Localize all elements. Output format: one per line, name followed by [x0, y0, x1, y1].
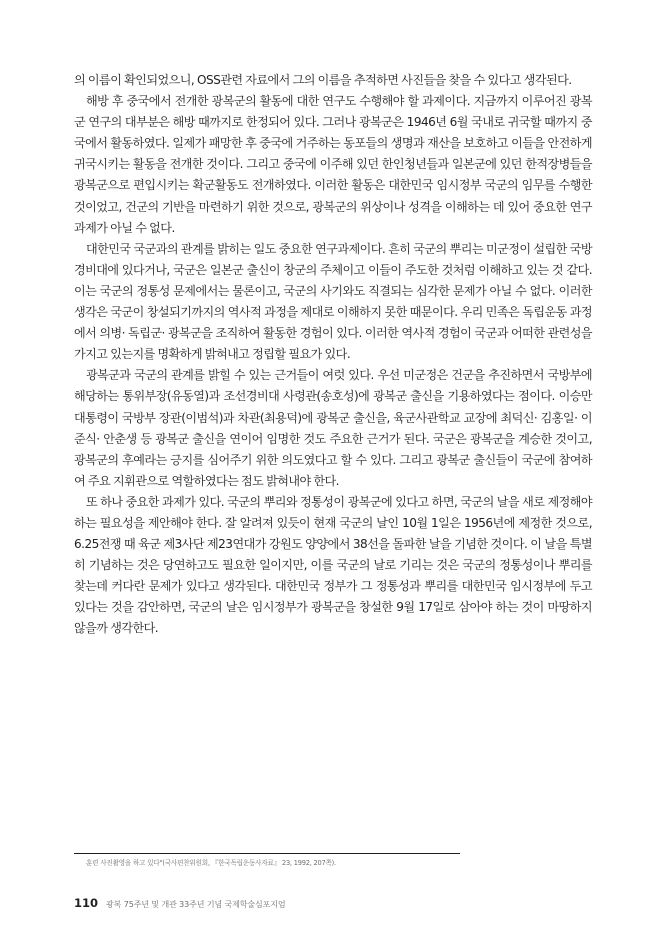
main-text [74, 70, 592, 640]
footnote-divider [74, 853, 460, 854]
footnote: 훈련 사진촬영을 하고 있다"(국사편찬위원회, 『한국독립운동사자료』 23, 1992, 207쪽). [86, 859, 336, 867]
paragraph: 해방 후 중국에서 전개한 광복군의 활동에 대한 연구도 수행해야 할 과제이다. 지금까지 이루어진 광복군 연구의 대부분은 해방 때까지로 한정되어 있다. 그러나 광복군은 1946년 6월 국내로 귀국할 때까지 중국에서 활동하였다. 일제가 패망한 후 중국에 거주하는 동포들의 생명과 재산을 보호하고 이들을 안전하게 귀국시키는 활동을 전개한 것이다. 그리고 중국에 이주해 있던 한인청년들과 일본군에 있던 한적장병들을 광복군으로 편입시키는 확군활동도 전개하였다. 이러한 활동은 대한민국 임시정부 국군의 임무를 수행한 것이었고, 건군의 기반을 마련하기 위한 것으로, 광복군의 위상이나 성격을 이해하는 데 있어 중요한 연구과제가 아닐 수 없다. [74, 94, 592, 235]
paragraph: 또 하나 중요한 과제가 있다. 국군의 뿌리와 정통성이 광복군에 있다고 하면, 국군의 날을 새로 제정해야 하는 필요성을 제안해야 한다. 잘 알려져 있듯이 현재 국군의 날인 10월 1일은 1956년에 제정한 것으로, 6.25전쟁 때 육군 제3사단 제23연대가 강원도 양양에서 38선을 돌파한 날을 기념한 것이다. 이 날을 특별히 기념하는 것은 당연하고도 필요한 일이지만, 이를 국군의 날로 기리는 것은 국군의 정통성이나 뿌리를 찾는데 커다란 문제가 있다고 생각된다. 대한민국 정부가 그 정통성과 뿌리를 대한민국 임시정부에 두고 있다는 것을 감안하면, 국군의 날은 임시정부가 광복군을 창설한 9월 17일로 삼아야 하는 것이 마땅하지 않을까 생각한다. [74, 494, 592, 636]
page-footer [74, 896, 286, 912]
paragraph: 대한민국 국군과의 관계를 밝히는 일도 중요한 연구과제이다. 흔히 국군의 뿌리는 미군정이 설립한 국방경비대에 있다거나, 국군은 일본군 출신이 창군의 주체이고 이들이 주도한 것처럼 이해하고 있는 것 같다. 이는 국군의 정통성 문제에서는 물론이고, 국군의 사기와도 직결되는 심각한 문제가 아닐 수 없다. 이러한 생각은 국군이 창설되기까지의 역사적 과정을 제대로 이해하지 못한 때문이다. 우리 민족은 독립운동 과정에서 의병· 독립군· 광복군을 조직하여 활동한 경험이 있다. 이러한 역사적 경험이 국군과 어떠한 관련성을 가지고 있는지를 명확하게 밝혀내고 정립할 필요가 있다. [74, 241, 592, 362]
running-title: 광복 75주년 및 개관 33주년 기념 국제학술심포지엄 [106, 900, 286, 909]
paragraph: 광복군과 국군의 관계를 밝힐 수 있는 근거들이 여럿 있다. 우선 미군정은 건군을 추진하면서 국방부에 해당하는 통위부장(유동열)과 조선경비대 사령관(송호성)에 광복군 출신을 기용하였다는 점이다. 이승만 대통령이 국방부 장관(이범석)과 차관(최용덕)에 광복군 출신을, 육군사관학교 교장에 최덕신· 김홍일· 이준식· 안춘생 등 광복군 출신을 연이어 임명한 것도 주요한 근거가 된다. 국군은 광복군을 계승한 것이고, 광복군의 후예라는 긍지를 심어주기 위한 의도였다고 할 수 있다. 그리고 광복군 출신들이 국군에 참여하여 주요 지휘관으로 역할하였다는 점도 밝혀내야 한다. [74, 368, 592, 488]
paragraph: 의 이름이 확인되었으니, OSS관련 자료에서 그의 이름을 추적하면 사진들을 찾을 수 있다고 생각된다. [74, 73, 572, 87]
page-number: 110 [74, 896, 99, 910]
